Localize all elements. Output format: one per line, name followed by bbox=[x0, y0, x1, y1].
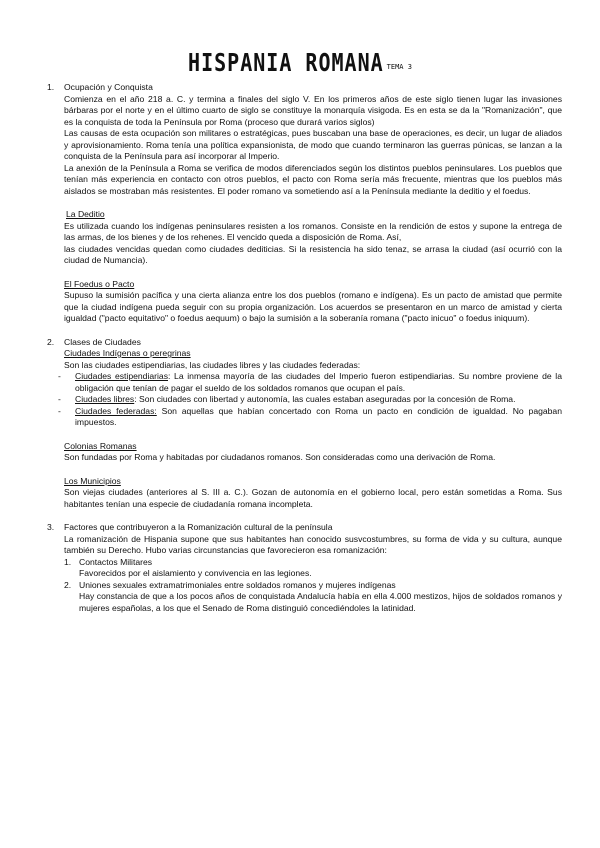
paragraph: La romanización de Hispania supone que sus habitantes han conocido susvcostumbres, su forma de vida y su cultura, aunque también su Derecho. Hubo varias circunstancias que favorecieron esa romanización: bbox=[64, 533, 562, 555]
term: Ciudades libres bbox=[75, 394, 135, 404]
paragraph: La anexión de la Península a Roma se verifica de modos diferenciados según los distintos pueblos peninsulares. Los pueblos que tenían más experiencia en contacto con otros pueblos, el pacto con Roma sería más frecuente, mientras que los pueblos más aislados se mostraban más resistentes. El poder romano va sometiendo así a la Península mediante la deditio y el foedus. bbox=[64, 162, 562, 196]
section-2-heading bbox=[47, 337, 562, 349]
title-row bbox=[0, 47, 600, 77]
section-number: 1. bbox=[47, 82, 55, 92]
paragraph: Supuso la sumisión pacífica y una cierta alianza entre los dos pueblos (romano e indígena). Es un pacto de amistad que permite que la ciudad indígena pueda seguir con su propia organización. Los acuerdos se presentaron en un marco de amistad y cierta igualdad ("pacto equitativo" o foedus aequum) o bajo la sumisión a la soberanía romana ("pacto inicuo" o foedus iniquum). bbox=[64, 290, 562, 323]
paragraph: Son fundadas por Roma y habitadas por ciudadanos romanos. Son consideradas como una derivación de Roma. bbox=[64, 452, 496, 462]
term: Ciudades federadas: bbox=[75, 405, 157, 416]
topic-label: TEMA 3 bbox=[386, 63, 412, 71]
list-item bbox=[64, 557, 562, 569]
list-item bbox=[58, 371, 562, 394]
bullet-dash: - bbox=[58, 371, 61, 381]
section-2-body bbox=[47, 348, 562, 510]
section-3-body bbox=[47, 534, 562, 615]
section-title: Clases de Ciudades bbox=[64, 336, 141, 347]
term: Ciudades estipendiarias bbox=[75, 371, 168, 381]
paragraph: Las causas de esta ocupación son militares o estratégicas, pues buscaban una base de operaciones, es decir, un lugar de aliados y aprovisionamiento. Roma tenía una política expansionista, de modo que cuando terminaron las guerras púnicas, se lanzan a la conquista de la Península para así incorporar al Imperio. bbox=[64, 128, 562, 161]
list-item bbox=[58, 406, 562, 429]
paragraph: las ciudades vencidas quedan como ciudades dediticias. Si la resistencia ha sido tenaz, se arrasa la ciudad (así ocurrió con la ciudad de Numancia). bbox=[64, 243, 562, 265]
paragraph: Comienza en el año 218 a. C. y termina a finales del siglo V. En los primeros años de este siglo tienen lugar las invasiones bárbaras por el norte y en el último cuarto de siglo se constituye la monarquía visigoda. Es en esta se da la "Romanización", que es la conquista de toda la Península por Roma (proceso que durará varios siglos) bbox=[64, 93, 562, 127]
bullet-dash: - bbox=[58, 405, 61, 416]
item-number: 2. bbox=[64, 579, 72, 590]
subheading-deditio: La Deditio bbox=[66, 209, 105, 219]
subheading-foedus: El Foedus o Pacto bbox=[64, 278, 135, 289]
item-body: Hay constancia de que a los pocos años de conquistada Andalucía había en ella 4.000 mestizos, hijos de soldados romanos y mujeres españolas, a los que el Senado de Roma distinguió concediéndoles la latinidad. bbox=[79, 591, 562, 613]
section-title: Factores que contribuyeron a la Romanización cultural de la península bbox=[64, 522, 333, 532]
page-title: HISPANIA ROMANA bbox=[188, 47, 384, 77]
section-1-heading bbox=[47, 82, 562, 94]
section-number: 2. bbox=[47, 336, 55, 347]
item-body: Favorecidos por el aislamiento y convivencia en las legiones. bbox=[79, 568, 312, 578]
section-1-body bbox=[47, 94, 562, 325]
item-title: Contactos Militares bbox=[79, 556, 153, 567]
definition: Son aquellas que habían concertado con Roma un pacto en condición de igualdad. No pagaban impuestos. bbox=[75, 405, 562, 427]
paragraph: Es utilizada cuando los indígenas peninsulares resisten a los romanos. Consiste en la rendición de estos y supone la entrega de las armas, de los bienes y de los rehenes. El vencido queda a disposición de Roma. Así, bbox=[64, 220, 562, 242]
definition: : La inmensa mayoría de las ciudades del Imperio fueron estipendiarias. Su nombre proviene de la obligación que tenían de pagar el sueldo de los soldados romanos que ocupan el país. bbox=[75, 371, 562, 393]
document-body bbox=[47, 82, 562, 614]
item-number: 1. bbox=[64, 556, 72, 567]
section-3-heading bbox=[47, 522, 562, 534]
subheading-colonias: Colonias Romanas bbox=[64, 440, 137, 451]
paragraph: Son las ciudades estipendiarias, las ciudades libres y las ciudades federadas: bbox=[64, 359, 361, 370]
item-title: Uniones sexuales extramatrimoniales entre soldados romanos y mujeres indígenas bbox=[79, 579, 396, 590]
section-title: Ocupación y Conquista bbox=[64, 82, 153, 92]
subheading-indigenas: Ciudades Indígenas o peregrinas bbox=[64, 348, 191, 358]
subheading-municipios: Los Municipios bbox=[64, 475, 121, 486]
paragraph: Son viejas ciudades (anteriores al S. III a. C.). Gozan de autonomía en el gobierno local, pero están sometidas a Roma. Sus habitantes tenían una especie de ciudadanía romana incompleta. bbox=[64, 487, 562, 509]
list-item bbox=[58, 394, 562, 406]
section-number: 3. bbox=[47, 522, 55, 532]
bullet-dash: - bbox=[58, 394, 61, 404]
definition: : Son ciudades con libertad y autonomía, las cuales estaban aseguradas por la concesión de Roma. bbox=[134, 394, 516, 404]
list-item bbox=[64, 580, 562, 592]
